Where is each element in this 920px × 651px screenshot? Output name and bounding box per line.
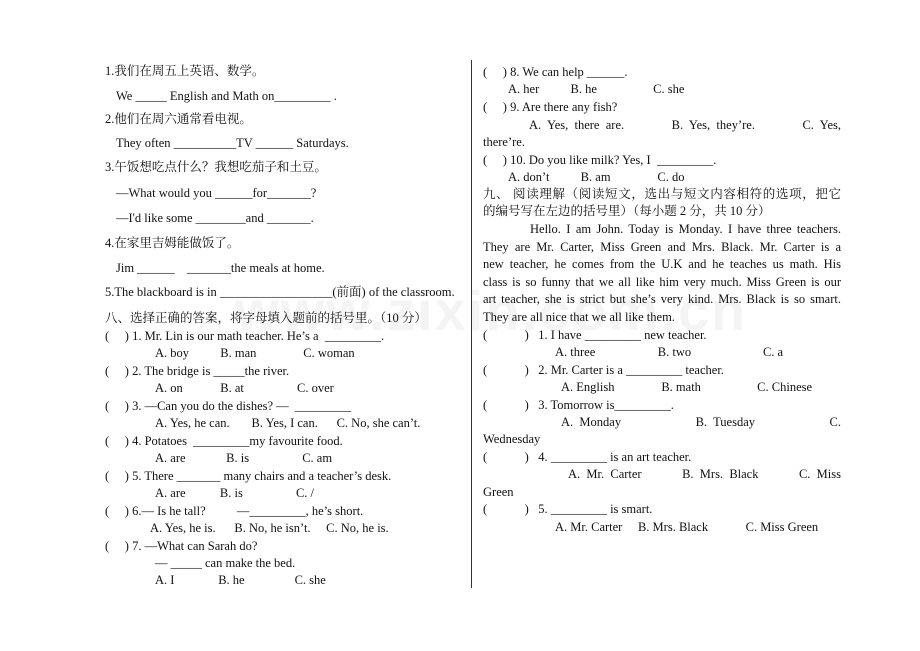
left-line-18: A. are B. is C. am	[155, 451, 333, 465]
right-line-2: ( ) 9. Are there any fish?	[483, 100, 618, 114]
right-line-1: A. her B. he C. she	[508, 82, 685, 96]
left-line-10: 八、选择正确的答案，将字母填入题前的括号里。（10 分）	[105, 311, 427, 325]
left-line-14: A. on B. at C. over	[155, 381, 334, 395]
justified-cell-8-0: A. Mr. Carter	[568, 467, 642, 481]
left-line-13: ( ) 2. The bridge is _____the river.	[105, 364, 290, 378]
right-line-10: ( ) 2. Mr. Carter is a _________ teacher.	[483, 363, 724, 377]
justified-row-6: art teacher, she is strict but she’s very kind. Mrs. Black is so smart.	[483, 292, 841, 306]
justified-cell-7-2: C.	[829, 415, 841, 429]
justified-row-4: new teacher, he comes from the U.K and he teaches us math. His	[483, 257, 841, 271]
justified-cell-8-2: C. Miss	[798, 467, 841, 481]
right-line-7: They are all nice that we all like them.	[483, 310, 675, 324]
left-line-15: ( ) 3. —Can you do the dishes? — _________	[105, 399, 352, 413]
left-line-19: ( ) 5. There _______ many chairs and a teacher’s desk.	[105, 469, 392, 483]
justified-row-5: class is so funny that we all like him very much. Miss Green is our	[483, 275, 841, 289]
justified-cell-7-1: B. Tuesday	[695, 415, 755, 429]
left-line-20: A. are B. is C. /	[155, 486, 315, 500]
right-line-6: 的编号写在左边的括号里）（每小题 2 分，共 10 分）	[483, 204, 771, 218]
justified-row-7	[561, 415, 841, 430]
right-line-11: A. English B. math C. Chinese	[561, 380, 813, 394]
right-line-16: ( ) 5. _________ is smart.	[483, 502, 653, 516]
right-line-9: A. three B. two C. a	[555, 345, 784, 359]
right-line-14: ( ) 4. _________ is an art teacher.	[483, 450, 692, 464]
left-line-25: A. I B. he C. she	[155, 573, 326, 587]
justified-row-1: 九、 阅读理解（阅读短文，选出与短文内容相符的选项，把它	[483, 187, 841, 201]
justified-row-8	[568, 467, 841, 482]
left-line-11: ( ) 1. Mr. Lin is our math teacher. He’s a _________.	[105, 329, 385, 343]
left-line-16: A. Yes, he can. B. Yes, I can. C. No, she can’t.	[155, 416, 421, 430]
right-line-8: ( ) 1. I have _________ new teacher.	[483, 328, 707, 342]
right-line-12: ( ) 3. Tomorrow is_________.	[483, 398, 674, 412]
column-divider	[471, 60, 472, 588]
left-line-4: 3.午饭想吃点什么？我想吃茄子和土豆。	[105, 160, 327, 174]
right-line-5: A. don’t B. am C. do	[508, 170, 685, 184]
right-line-13: Wednesday	[483, 432, 541, 446]
right-line-0: ( ) 8. We can help ______.	[483, 65, 628, 79]
left-line-9: 5.The blackboard is in __________________(前面) of the classroom.	[105, 285, 455, 299]
justified-cell-0-2: C. Yes,	[802, 118, 841, 132]
justified-cell-8-1: B. Mrs. Black	[682, 467, 759, 481]
left-line-12: A. boy B. man C. woman	[155, 346, 355, 360]
justified-cell-7-0: A. Monday	[561, 415, 622, 429]
left-line-7: 4.在家里吉姆能做饭了。	[105, 236, 240, 250]
left-line-0: 1.我们在周五上英语、数学。	[105, 64, 265, 78]
justified-row-3: They are Mr. Carter, Miss Green and Mrs. Black. Mr. Carter is a	[483, 240, 841, 254]
right-line-3: there’re.	[483, 135, 525, 149]
left-line-24: — _____ can make the bed.	[155, 556, 296, 570]
justified-row-0	[529, 118, 841, 133]
right-line-15: Green	[483, 485, 514, 499]
left-line-17: ( ) 4. Potatoes _________my favourite food.	[105, 434, 343, 448]
right-line-4: ( ) 10. Do you like milk? Yes, I _________.	[483, 153, 717, 167]
justified-cell-0-1: B. Yes, they’re.	[671, 118, 755, 132]
justified-cell-0-0: A. Yes, there are.	[529, 118, 625, 132]
left-line-3: They often __________TV ______ Saturdays.	[116, 136, 349, 150]
left-line-22: A. Yes, he is. B. No, he isn’t. C. No, he is.	[150, 521, 389, 535]
left-line-2: 2.他们在周六通常看电视。	[105, 112, 252, 126]
left-line-21: ( ) 6.— Is he tall? —_________, he’s short.	[105, 504, 364, 518]
right-line-17: A. Mr. Carter B. Mrs. Black C. Miss Green	[555, 520, 819, 534]
left-line-6: —I'd like some ________and _______.	[116, 211, 314, 225]
left-line-23: ( ) 7. —What can Sarah do?	[105, 539, 258, 553]
left-line-1: We _____ English and Math on_________ .	[116, 89, 337, 103]
justified-row-2: Hello. I am John. Today is Monday. I have three teachers.	[530, 222, 841, 236]
left-line-5: —What would you ______for_______?	[116, 186, 317, 200]
left-line-8: Jim ______ _______the meals at home.	[116, 261, 325, 275]
